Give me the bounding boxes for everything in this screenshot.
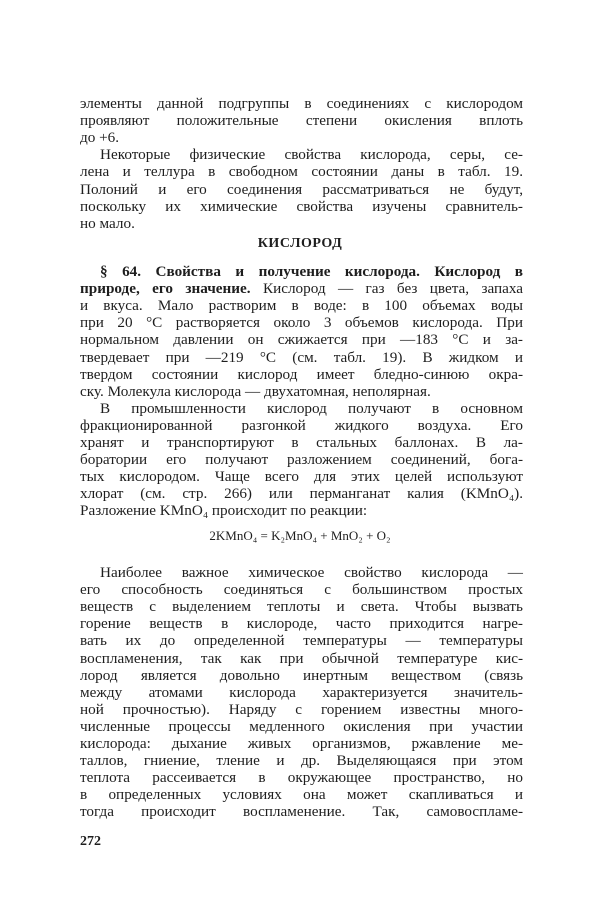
text-run: лена и теллура в свободном состоянии даны в табл. 19. [80,163,523,181]
text-line [80,451,523,468]
text-line [80,314,523,331]
text-line [80,701,523,718]
chemical-equation: 2KMnO₄ = K₂MnO₄ + MnO₂ + O₂ [209,528,391,543]
text-line [80,95,523,112]
text-line [80,502,523,519]
text-run: тых кислородом. Чаще всего для этих целей используют [80,468,523,486]
text-run: теплота рассеивается в окружающее пространство, но [80,769,523,787]
text-run: твердом состоянии кислород имеет бледно-синюю окра- [80,365,523,383]
text-run: до +6. [80,129,120,147]
text-run: но мало. [80,214,135,232]
text-run: численные процессы медленного окисления при участии [80,717,523,735]
text-run: нормальном давлении он сжижается при —183 °С и за- [80,331,523,349]
text-run: кислорода: дыхание живых организмов, ржавление ме- [80,735,523,752]
text-run: в определенных условиях она может скапливаться и [80,786,523,804]
text-line [100,146,523,163]
text-line [80,163,523,180]
text-run: твердевает при —219 °С (см. табл. 19). В жидком и [80,348,523,366]
text-line [80,752,523,769]
text-line [80,331,523,348]
text-line [80,198,523,215]
text-line [100,263,523,280]
text-run: горение веществ в кислороде, часто приходится нагре- [80,615,523,633]
text-line [80,468,523,485]
text-line [80,129,523,146]
text-line [80,769,523,786]
text-run: ску. Молекула кислорода — двухатомная, неполярная. [80,382,431,400]
text-line [80,112,523,129]
text-run: Разложение KMnO₄ происходит по реакции: [80,502,368,520]
text-line [80,735,523,752]
text-line [80,280,523,297]
text-run: его способность соединяться с большинством простых [80,581,523,599]
text-line [100,400,523,417]
text-run: лород является довольно инертным веществом (связь [80,666,523,684]
text-run: при 20 °С растворяется около 3 объемов кислорода. При [80,314,523,332]
text-run: вать их до определенной температуры — температуры [80,632,523,650]
text-line [80,598,523,615]
text-line [80,297,523,314]
text-run: Наиболее важное химическое свойство кислорода — [100,564,523,581]
text-line [80,434,523,451]
text-run: тогда происходит воспламенение. Так, самовоспламе- [80,803,523,821]
text-line [80,786,523,803]
text-run: таллов, гниение, тление и др. Выделяющаяся при этом [80,752,523,770]
bold-run: природе, его значение. [80,280,251,298]
text-run: хранят и транспортируют в стальных баллонах. В ла- [80,434,523,451]
text-line [80,181,523,198]
text-line [80,417,523,434]
text-run: воспламенения, так как при обычной температуре кис- [80,649,523,667]
bold-run: § 64. Свойства и получение кислорода. Кислород в [100,263,523,280]
text-run: между атомами кислорода характеризуется значитель- [80,683,523,701]
text-run: Полоний и его соединения рассматриваться не будут, [80,180,523,198]
text-run: Некоторые физические свойства кислорода, серы, се- [100,146,523,164]
text-run: Кислород — газ без цвета, запаха [250,280,523,298]
text-line [80,650,523,667]
text-run: фракционированной разгонкой жидкого воздуха. Его [80,416,523,434]
text-run: и вкуса. Мало растворим в воде: в 100 объемах воды [80,297,523,315]
section-heading: КИСЛОРОД [257,236,343,251]
text-line [80,485,523,502]
text-line [80,718,523,735]
text-line [80,215,523,232]
text-line [80,803,523,820]
text-run: проявляют положительные степени окисления вплоть [80,112,523,130]
text-line [80,632,523,649]
text-run: В промышленности кислород получают в основном [100,399,523,417]
text-run: ной прочностью). Наряду с горением известны много- [80,700,523,718]
text-line [80,684,523,701]
text-run: боратории его получают разложением соединений, бога- [80,451,523,469]
text-run: хлорат (см. стр. 266) или перманганат калия (KMnO₄). [80,485,523,503]
text-line [80,667,523,684]
text-line [80,383,523,400]
text-line [80,581,523,598]
text-line [80,366,523,383]
page-number: 272 [80,834,101,849]
text-run: веществ с выделением теплоты и света. Чтобы вызвать [80,598,523,616]
text-line [80,615,523,632]
text-line [100,564,523,581]
text-run: поскольку их химические свойства изучены сравнитель- [80,197,523,215]
text-run: элементы данной подгруппы в соединениях с кислородом [80,95,523,112]
text-line [80,349,523,366]
